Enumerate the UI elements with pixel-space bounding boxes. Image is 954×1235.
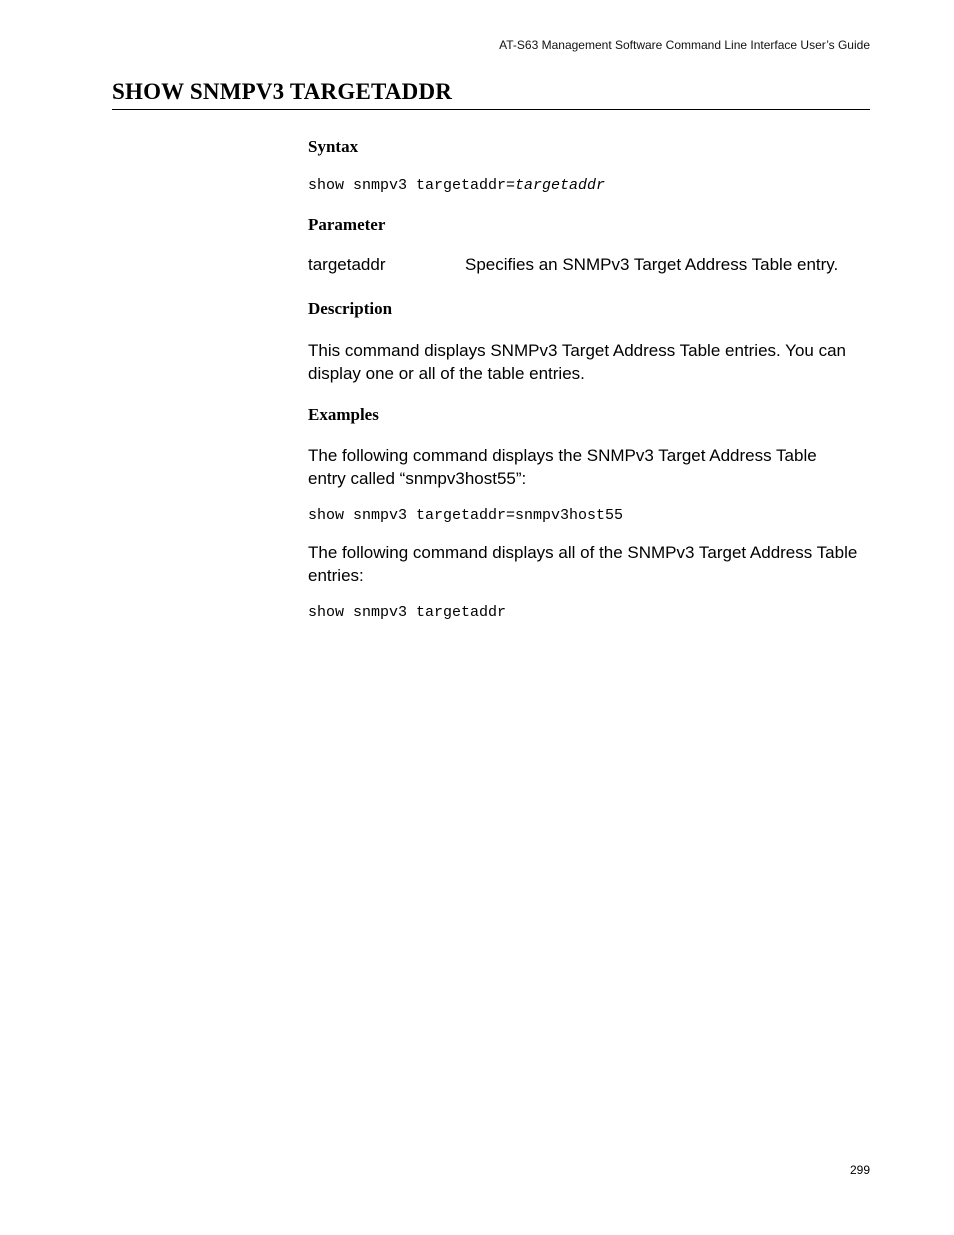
example2-text: The following command displays all of the SNMPv3 Target Address Table entries:: [308, 543, 858, 585]
description-text: This command displays SNMPv3 Target Address Table entries. You can display one or all of the table entries.: [308, 341, 846, 383]
parameter-heading: Parameter: [308, 215, 386, 234]
syntax-command-variable: targetaddr: [515, 177, 606, 194]
syntax-command: [308, 177, 605, 194]
syntax-heading: Syntax: [308, 137, 359, 156]
syntax-command-prefix: show snmpv3 targetaddr=: [308, 177, 516, 194]
examples-heading: Examples: [308, 405, 379, 424]
title-rule: [112, 109, 870, 110]
example1-command: show snmpv3 targetaddr=snmpv3host55: [308, 507, 624, 524]
page-title: SHOW SNMPV3 TARGETADDR: [112, 79, 453, 104]
example1-text: The following command displays the SNMPv3 Target Address Table entry called “snmpv3host55”:: [308, 446, 817, 488]
parameter-description: Specifies an SNMPv3 Target Address Table entry.: [465, 255, 839, 274]
example2-command: show snmpv3 targetaddr: [308, 604, 507, 621]
parameter-name: targetaddr: [308, 255, 386, 274]
running-header: AT-S63 Management Software Command Line Interface User’s Guide: [499, 38, 870, 52]
page-number: 299: [849, 1163, 870, 1177]
description-heading: Description: [308, 299, 393, 318]
